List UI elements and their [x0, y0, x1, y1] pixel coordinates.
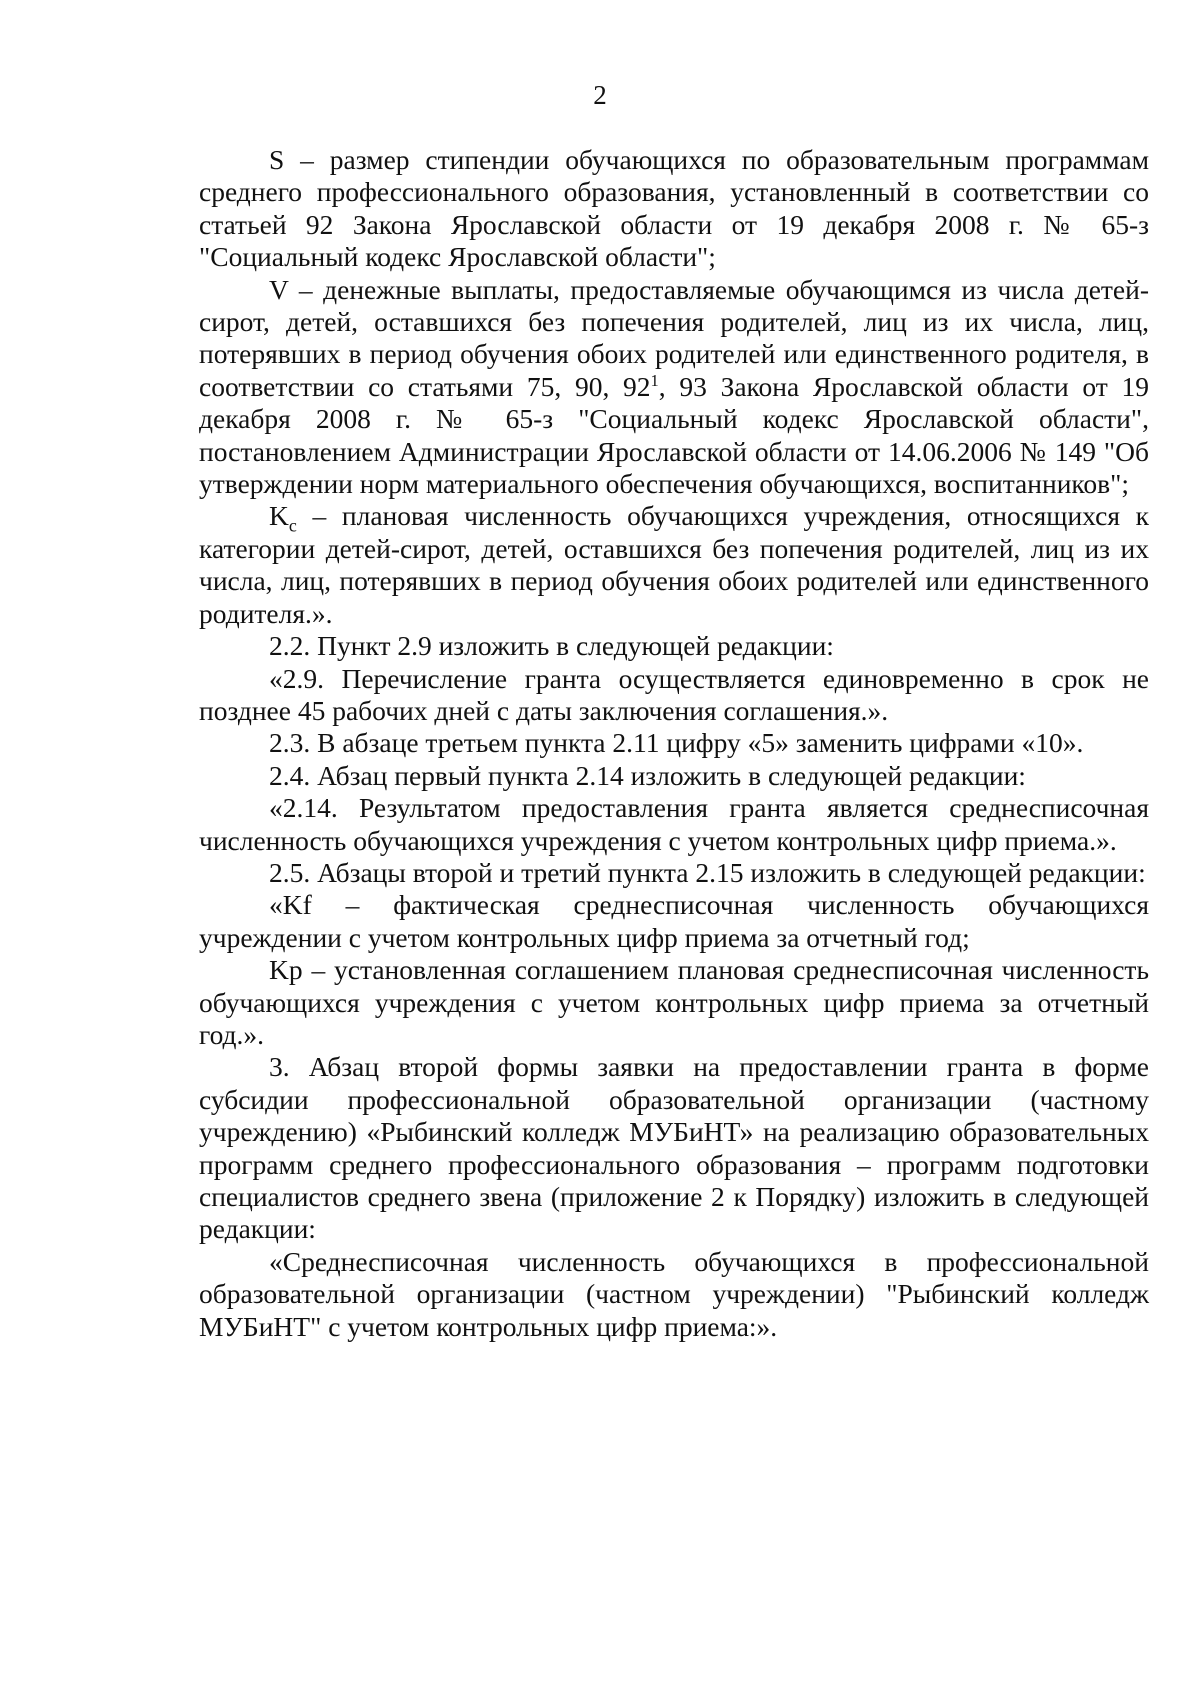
paragraph-2-3: 2.3. В абзаце третьем пункта 2.11 цифру «5» заменить цифрами «10». — [269, 727, 1084, 759]
paragraph-v-text-end: , 93 Закона Ярославской области от 19 декабря 2008 г. № 65-з "Социальный кодекс Ярославской области", постановлением Администрации Ярославской области от 14.06.2006 № 149 "Об утверждении норм материального обеспечения обучающихся, воспитанников"; — [199, 370, 1149, 500]
superscript-article-number: 1 — [650, 370, 659, 390]
paragraph-2-4: 2.4. Абзац первый пункта 2.14 изложить в следующей редакции: — [269, 759, 1026, 791]
paragraph-2-2: 2.2. Пункт 2.9 изложить в следующей редакции: — [269, 630, 834, 662]
paragraph-kc-definition — [199, 500, 1149, 630]
paragraph-form-quote: «Среднесписочная численность обучающихся в профессиональной образовательной организации (частном учреждении) "Рыбинский колледж МУБиНТ" с учетом контрольных цифр приема:». — [199, 1245, 1149, 1342]
paragraph-2-9-quote: «2.9. Перечисление гранта осуществляется единовременно в срок не позднее 45 рабочих дней с даты заключения соглашения.». — [199, 662, 1149, 726]
paragraph-3: 3. Абзац второй формы заявки на предоставлении гранта в форме субсидии профессиональной образовательной организации (частному учреждению) «Рыбинский колледж МУБиНТ» на реализацию образовательных программ среднего профессионального образования – программ подготовки специалистов среднего звена (приложение 2 к Порядку) изложить в следующей редакции: — [199, 1051, 1149, 1245]
paragraph-kf-definition: «Kf – фактическая среднесписочная численность обучающихся учреждении с учетом контрольных цифр приема за отчетный год; — [199, 889, 1149, 953]
page-number: 2 — [593, 80, 607, 110]
paragraph-2-14-quote: «2.14. Результатом предоставления гранта является среднесписочная численность обучающихся учреждения с учетом контрольных цифр приема.». — [199, 792, 1149, 856]
paragraph-2-5: 2.5. Абзацы второй и третий пункта 2.15 изложить в следующей редакции: — [269, 856, 1146, 888]
paragraph-v-definition — [199, 274, 1149, 501]
kc-symbol: K — [269, 500, 289, 532]
document-body — [199, 144, 1149, 1343]
kc-definition-text: – плановая численность обучающихся учреждения, относящихся к категории детей-сирот, детей, оставшихся без попечения родителей, лиц из их числа, лиц, потерявших в период обучения обоих родителей или единственного родителя.». — [199, 500, 1149, 629]
paragraph-s-definition: S – размер стипендии обучающихся по образовательным программам среднего профессионального образования, установленный в соответствии со статьей 92 Закона Ярославской области от 19 декабря 2008 г. № 65-з "Социальный кодекс Ярославской области"; — [199, 144, 1149, 273]
paragraph-v-text-start: V – денежные выплаты, предоставляемые обучающимся из числа детей-сирот, детей, оставшихся без попечения родителей, лиц из их числа, лиц, потерявших в период обучения обоих родителей или единственного родителя, в соответствии со статьями 75, 90, 92 — [199, 273, 1149, 402]
kc-subscript: c — [288, 515, 297, 536]
paragraph-kr-definition: Kр – установленная соглашением плановая среднесписочная численность обучающихся учреждения с учетом контрольных цифр приема за отчетный год.». — [199, 954, 1149, 1050]
